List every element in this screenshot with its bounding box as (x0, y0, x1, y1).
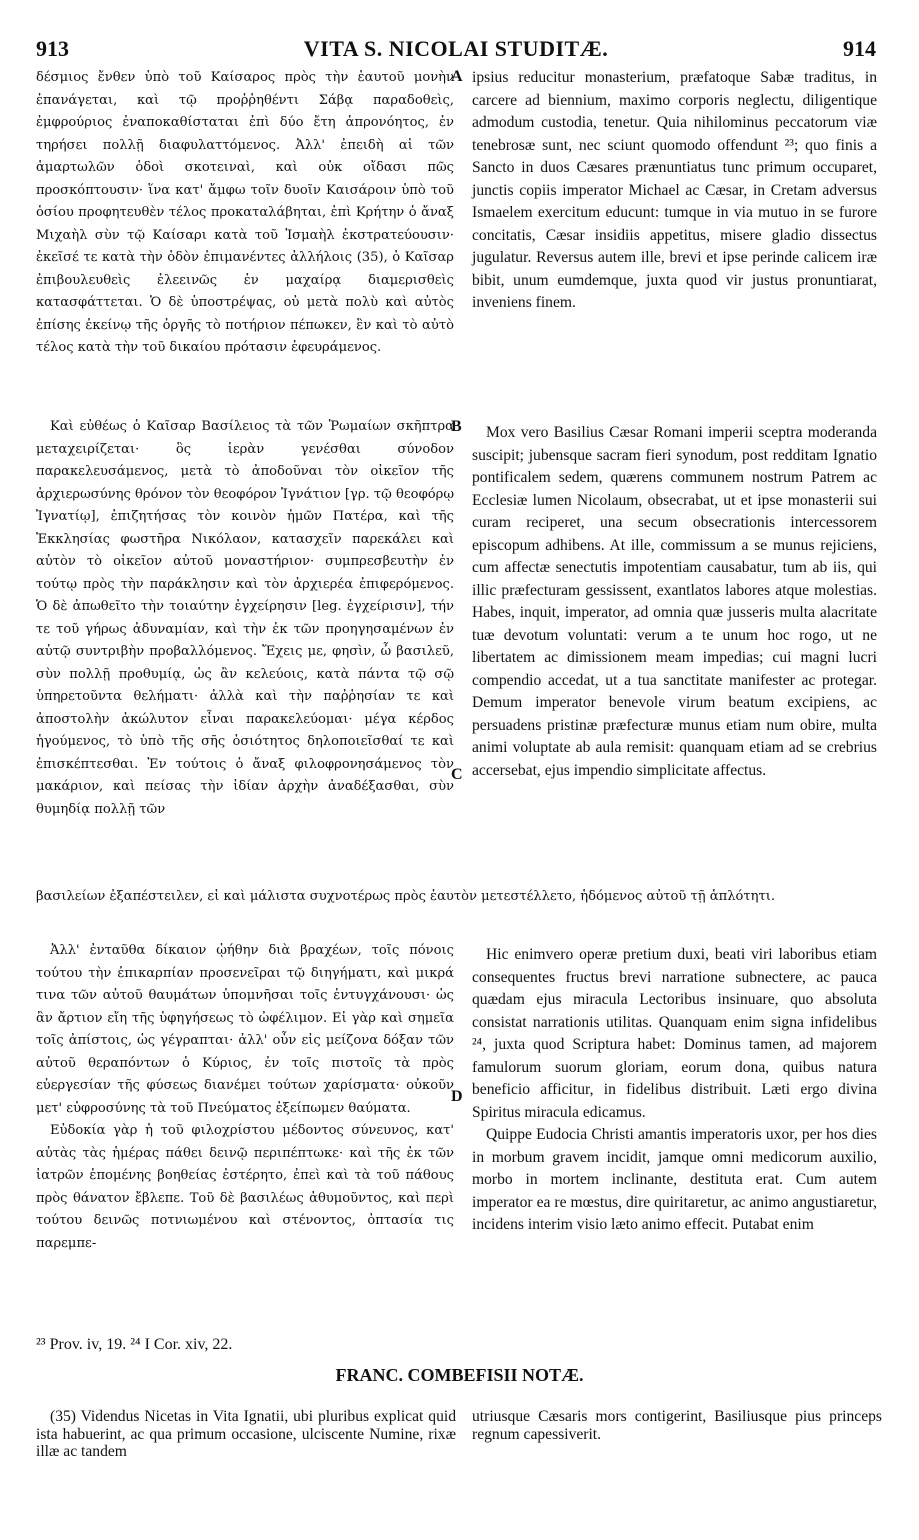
note-column-right (472, 1408, 882, 1443)
latin-column-section-3 (472, 944, 877, 1237)
greek-paragraph: Εὐδοκία γὰρ ἡ τοῦ φιλοχρίστου μέδοντος σύνευνος, κατ' αὐτὰς τὰς ἡμέρας πάθει δεινῷ περιπέπτωκε· καὶ τῆς ἐκ τῶν ἰατρῶν ἑπομένης βοηθείας ἐστέρητο, ἐπεὶ καὶ τὰ τοῦ πάθους πρὸς θάνατον ἔβλεπε. Τοῦ δὲ βασιλέως ἀθυμοῦντος, καὶ περὶ τούτου δεινῶς ποτνιωμένου καὶ στένοντος, ὀπτασία τις παρεμπε- (36, 1123, 454, 1251)
page-number-left: 913 (36, 36, 69, 61)
latin-paragraph: Quippe Eudocia Christi amantis imperatoris uxor, per hos dies in morbum gravem incidit, jamque omni medicorum auxilio, morbo in mortem inclinante, destituta erat. Cum autem imperator ea re mœstus, dire quiritaretur, ac animo angustiaretur, incidens interim visio læto animo effecit. Putabat enim (472, 1126, 877, 1233)
latin-column-section-1 (472, 67, 877, 315)
running-header (36, 36, 876, 60)
footnotes: ²³ Prov. iv, 19. ²⁴ I Cor. xiv, 22. (36, 1336, 233, 1353)
greek-column-section-3 (36, 940, 454, 1255)
latin-paragraph: Mox vero Basilius Cæsar Romani imperii sceptra moderanda suscipit; jubensque sacram fieri synodum, post redditam Ignatio pontificalem sedem, quærens communem nostrum Patrem ac Ecclesiæ lumen Nicolaum, obsecrabat, ut et ipse monasterii sui curam reciperet, una secum obsecrationis intercessorem episcopum adhibens. At ille, commissum a se munus rejiciens, cum affectæ senectutis impotentiam causabatur, tum ab iis, qui illic præfecturam gessissent, exantlatos labores atque molestias. Habes, inquit, imperator, ad omnia quæ jusseris multa alacritate tuæ devotum voluntati: verum a te unum hoc rogo, ut ne libertatem ac dimissionem meam impedias; cui magni lucri compendio accedat, ut a tua sanctitate manifester ac protegar. Demum imperator benevole virum beatum excipiens, ac persuadens pristinæ præfecturæ munus etiam num obire, multa animi voluptate ab aula remisit: quanquam etiam ad se crebrius accersebat, ejus impendio simplicitate affectus. (472, 424, 877, 779)
latin-column-section-2 (472, 422, 877, 782)
notes-title: FRANC. COMBEFISII NOTÆ. (335, 1365, 584, 1385)
margin-marker-c: C (451, 766, 463, 783)
note-text: (35) Videndus Nicetas in Vita Ignatii, ubi pluribus explicat quid ista habuerint, ac qua primum occasione, ulciscente Numine, rixæ illæ ac tandem (36, 1408, 456, 1460)
greek-column-section-2 (36, 416, 454, 821)
page-number-right: 914 (843, 36, 876, 61)
greek-full-width-continuation (36, 886, 878, 909)
latin-paragraph: Hic enimvero operæ pretium duxi, beati viri laboribus etiam consequentes fructus brevi narratione subnectere, ac pauca quædam ejus miracula Lectoribus insinuare, quo absoluta consistat narrationis utilitas. Quanquam enim signa infidelibus ²⁴, juxta quod Scriptura habet: Dominus tamen, ad majorem famulorum suorum gloriam, eorum dona, quibus natura beneficio afficitur, in fidelibus distribuit. Læti ergo divina Spiritus miracula edicamus. (472, 946, 877, 1121)
greek-paragraph: Καὶ εὐθέως ὁ Καῖσαρ Βασίλειος τὰ τῶν Ῥωμαίων σκῆπτρα μεταχειρίζεται· ὃς ἱερὰν γενέσθαι σύνοδον παρακελευσάμενος, μετὰ τὸ ἀποδοῦναι τὸν οἰκεῖον τῆς ἀρχιερωσύνης θρόνον τὸν θεοφόρον Ἰγνάτιον [γρ. τῷ θεοφόρῳ Ἰγνατίῳ], ἐπιζητήσας τὸν κοινὸν ἡμῶν Πατέρα, καὶ τῆς Ἐκκλησίας φωστῆρα Νικόλαον, κατασχεῖν παρεκάλει καὶ αὐτὸν τὸ οἰκεῖον αὐτοῦ μοναστήριον· συμπρεσβευτὴν ἐν τούτῳ πρὸς τὴν παράκλησιν καὶ τὸν ἀρχιερέα ἐπιφερόμενος. Ὁ δὲ ἀπωθεῖτο τὴν τοιαύτην ἐγχείρησιν [leg. ἐγχείρισιν], τήν τε τοῦ γήρως ἀδυναμίαν, καὶ τὴν ἐκ τῶν προηγησαμένων ἐν αὐτῷ συντριβὴν προβαλλόμενος. Ἔχεις με, φησὶν, ὦ βασιλεῦ, σὺν πολλῇ προθυμίᾳ, ὡς ἂν κελεύοις, κατὰ πάντα τῷ σῷ ὑπηρετοῦντα θελήματι· ἀλλὰ καὶ τὴν παῤῥησίαν τε καὶ ἀποστολὴν ἀκώλυτον εἶναι παρακελεύομαι· μέγα κέρδος ἡγούμενος, τὸ ὑπὸ τῆς σῆς ὁσιότητος δηλοποιεῖσθαί τε καὶ ἐπισκέπτεσθαι. Ἐν τούτοις ὁ ἄναξ φιλοφρονησάμενος τὸν μακάριον, καὶ πείσας τὴν ἰδίαν ἀρχὴν ἀναδέξασθαι, σὺν θυμηδίᾳ πολλῇ τῶν (36, 419, 454, 817)
greek-column-section-1 (36, 67, 454, 360)
note-text: utriusque Cæsaris mors contigerint, Basiliusque pius princeps regnum capessiverit. (472, 1408, 882, 1443)
margin-marker-d: D (451, 1088, 463, 1105)
margin-marker-b: B (451, 418, 462, 435)
greek-paragraph: βασιλείων ἐξαπέστειλεν, εἰ καὶ μάλιστα συχνοτέρως πρὸς ἑαυτὸν μετεστέλλετο, ἡδόμενος αὐτοῦ τῇ ἁπλότητι. (36, 889, 776, 904)
running-title: VITA S. NICOLAI STUDITÆ. (303, 36, 609, 61)
greek-paragraph: Ἀλλ' ἐνταῦθα δίκαιον ᾠήθην διὰ βραχέων, τοῖς πόνοις τούτου τὴν ἐπικαρπίαν προσενεῖραι τῷ διηγήματι, καὶ μικρά τινα τῶν αὐτοῦ θαυμάτων ὑπομνῆσαι τοῖς ἐντυγχάνουσι· ὡς ἂν ἄρτιον εἴη τῆς ὑφηγήσεως τὸ ὠφέλιμον. Εἰ γὰρ καὶ σημεῖα τοῖς ἀπίστοις, ὡς γέγραπται· ἀλλ' οὖν εἰς μείζονα δόξαν τῶν αὐτοῦ θεραπόντων ὁ Κύριος, ἐν τοῖς πιστοῖς τὰ πρὸς εὐεργεσίαν τῆς φύσεως διανέμει τούτων χαρίσματα· οὐκοῦν μετ' εὐφροσύνης τὰ τοῦ Πνεύματος ἐξείπωμεν θαύματα. (36, 943, 454, 1116)
latin-paragraph: ipsius reducitur monasterium, præfatoque Sabæ traditus, in carcere ad biennium, maximo corporis neglectu, diligentique admodum custodia, tenetur. Quia nihilominus peccatorum viæ tenebrosæ sunt, nec sciunt quomodo offendunt ²³; quo finis a Sancto in duos Cæsares prænuntiatus tunc primum occuparet, junctis copiis imperator Michael ac Cæsar, in Cretam adversus Ismaelem exercitum educunt: tumque in via mutuo in se furore concitatis, Cæsar insidiis appetitus, misere gladio dissectus jugulatur. Reversus autem ille, brevi et ipse perinde calicem iræ bibit, unum eumdemque, juxta quod vir justus pronuntiarat, inveniens finem. (472, 69, 877, 311)
greek-paragraph: δέσμιος ἔνθεν ὑπὸ τοῦ Καίσαρος πρὸς τὴν ἑαυτοῦ μονὴν ἐπανάγεται, καὶ τῷ προῤῥηθέντι Σάβᾳ παραδοθεὶς, ἐμφρούριος ἐναποκαθίσταται ἐπὶ δύο ἔτη ἀπρονόητος, ἐν τηρήσει πολλῇ διαφυλαττόμενος. Ἀλλ' ἐπειδὴ αἱ τῶν ἁμαρτωλῶν ὁδοὶ σκοτειναὶ, καὶ οὐκ οἴδασι πῶς προσκόπτουσιν· ἵνα κατ' ἄμφω τοῖν δυοῖν Καισάροιν ὑπὸ τοῦ ὁσίου προφητευθὲν τέλος προκαταλάβηται, ἐπὶ Κρήτην ὁ ἄναξ Μιχαὴλ σὺν τῷ Καίσαρι κατὰ τοῦ Ἰσμαὴλ ἐκστρατεύουσιν· ἐκεῖσέ τε κατὰ τὴν ὁδὸν ἐπιμανέντες ἀλλήλοις (35), ὁ Καῖσαρ ἐπιβουλευθεὶς ἐλεεινῶς ἐν μαχαίρᾳ διαμερισθεὶς κατασφάττεται. Ὁ δὲ ὑποστρέψας, οὐ μετὰ πολὺ καὶ αὐτὸς ἐπίσης ἐκείνῳ τῆς ὀργῆς τὸ ποτήριον πέπωκεν, ἓν καὶ τὸ αὐτὸ τέλος κατὰ τὴν τοῦ δικαίου πρότασιν ἐφευράμενος. (36, 70, 454, 355)
margin-marker-a: A (451, 68, 463, 85)
note-column-left (36, 1408, 456, 1461)
